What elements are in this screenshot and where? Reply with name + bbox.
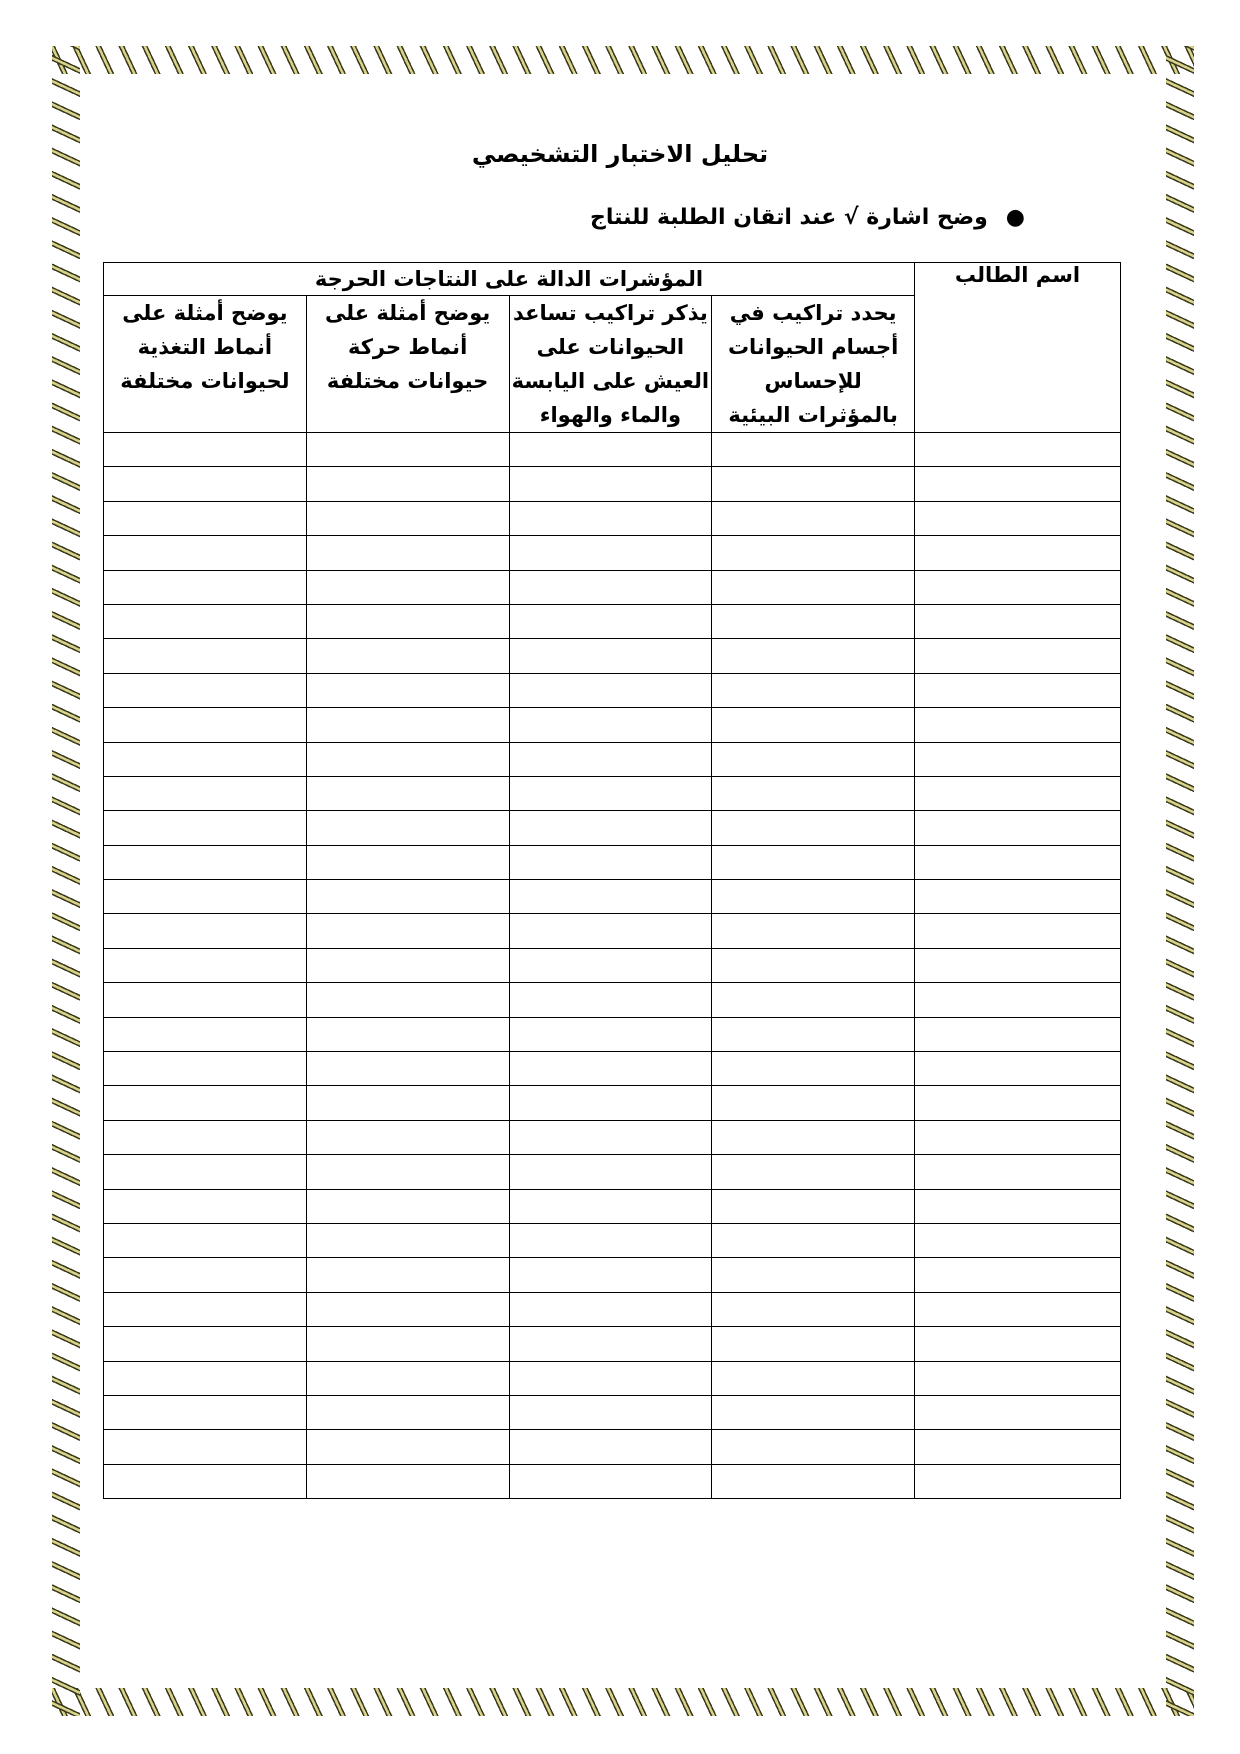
indicator-cell[interactable] [306,1086,509,1120]
indicator-cell[interactable] [306,948,509,982]
indicator-cell[interactable] [306,467,509,501]
indicator-cell[interactable] [104,467,307,501]
indicator-cell[interactable] [712,501,915,535]
indicator-cell[interactable] [306,1155,509,1189]
student-name-cell[interactable] [915,811,1121,845]
table-row [104,501,1121,535]
indicator-cell[interactable] [712,845,915,879]
table-row [104,811,1121,845]
indicator-cell[interactable] [712,776,915,810]
student-name-cell[interactable] [915,845,1121,879]
table-row [104,536,1121,570]
student-name-cell[interactable] [915,1052,1121,1086]
indicator-cell[interactable] [306,1361,509,1395]
student-name-cell[interactable] [915,1464,1121,1498]
indicator-cell[interactable] [306,1430,509,1464]
indicator-cell[interactable] [104,673,307,707]
instruction-text: وضح اشارة √ عند اتقان الطلبة للنتاج [590,205,988,230]
indicator-cell[interactable] [104,1189,307,1223]
indicator-cell[interactable] [104,1155,307,1189]
student-name-cell[interactable] [915,501,1121,535]
table-row [104,467,1121,501]
student-name-cell[interactable] [915,1223,1121,1257]
indicator-cell[interactable] [712,1086,915,1120]
indicator-cell[interactable] [104,1052,307,1086]
table-row [104,673,1121,707]
indicator-cell[interactable] [509,1258,712,1292]
student-name-cell[interactable] [915,1017,1121,1051]
indicator-cell[interactable] [306,1052,509,1086]
indicator-cell[interactable] [712,1017,915,1051]
indicator-cell[interactable] [306,1258,509,1292]
indicator-cell[interactable] [509,570,712,604]
indicator-cell[interactable] [104,1120,307,1154]
student-name-cell[interactable] [915,948,1121,982]
indicator-cell[interactable] [509,1223,712,1257]
indicator-cell[interactable] [712,570,915,604]
student-name-cell[interactable] [915,1292,1121,1326]
indicator-cell[interactable] [712,673,915,707]
indicator-cell[interactable] [306,708,509,742]
table-row [104,1189,1121,1223]
student-name-cell[interactable] [915,1189,1121,1223]
student-name-cell[interactable] [915,1430,1121,1464]
indicator-header-2: يذكر تراكيب تساعد الحيوانات على العيش على اليابسة والماء والهواء [509,296,712,433]
indicator-cell[interactable] [712,1292,915,1326]
student-name-cell[interactable] [915,914,1121,948]
table-row [104,604,1121,638]
table-row [104,1017,1121,1051]
student-name-cell[interactable] [915,1086,1121,1120]
student-name-cell[interactable] [915,1155,1121,1189]
table-row [104,880,1121,914]
student-name-cell[interactable] [915,983,1121,1017]
table-row [104,914,1121,948]
indicator-cell[interactable] [712,1155,915,1189]
indicator-cell[interactable] [104,639,307,673]
indicator-cell[interactable] [712,1430,915,1464]
indicator-cell[interactable] [104,570,307,604]
indicator-cell[interactable] [712,1464,915,1498]
border-left [52,46,80,1716]
student-name-header: اسم الطالب [915,263,1121,433]
student-name-cell[interactable] [915,673,1121,707]
table-row [104,1258,1121,1292]
indicator-cell[interactable] [509,467,712,501]
indicator-cell[interactable] [104,1464,307,1498]
page-title: تحليل الاختبار التشخيصي [471,140,769,168]
indicator-cell[interactable] [509,1361,712,1395]
indicator-cell[interactable] [509,1155,712,1189]
table-row [104,1155,1121,1189]
indicator-cell[interactable] [306,983,509,1017]
table-row [104,1464,1121,1498]
indicator-cell[interactable] [306,742,509,776]
student-name-cell[interactable] [915,570,1121,604]
student-name-cell[interactable] [915,536,1121,570]
indicator-cell[interactable] [104,536,307,570]
indicator-header-3: يوضح أمثلة على أنماط حركة حيوانات مختلفة [306,296,509,433]
indicator-cell[interactable] [712,604,915,638]
table-row [104,1395,1121,1429]
indicator-cell[interactable] [509,1327,712,1361]
indicator-cell[interactable] [509,536,712,570]
student-name-cell[interactable] [915,1327,1121,1361]
student-name-cell[interactable] [915,708,1121,742]
student-name-cell[interactable] [915,776,1121,810]
table-row [104,570,1121,604]
table-row [104,983,1121,1017]
indicator-cell[interactable] [509,948,712,982]
indicator-cell[interactable] [509,742,712,776]
indicator-cell[interactable] [509,1086,712,1120]
border-bottom [52,1688,1194,1716]
indicator-cell[interactable] [104,742,307,776]
indicator-cell[interactable] [509,914,712,948]
student-name-cell[interactable] [915,604,1121,638]
indicator-header-4: يوضح أمثلة على أنماط التغذية لحيوانات مختلفة [104,296,307,433]
student-name-cell[interactable] [915,1395,1121,1429]
indicator-cell[interactable] [306,1189,509,1223]
indicator-cell[interactable] [104,880,307,914]
indicator-cell[interactable] [712,914,915,948]
indicator-cell[interactable] [712,983,915,1017]
indicator-cell[interactable] [712,433,915,467]
indicator-cell[interactable] [104,1223,307,1257]
indicator-cell[interactable] [712,880,915,914]
indicator-cell[interactable] [306,1395,509,1429]
indicator-cell[interactable] [306,1327,509,1361]
instruction-line [590,205,1025,230]
table-row [104,1292,1121,1326]
indicator-cell[interactable] [509,880,712,914]
indicator-cell[interactable] [509,983,712,1017]
table-row [104,1327,1121,1361]
indicator-cell[interactable] [306,639,509,673]
indicator-cell[interactable] [509,1189,712,1223]
table-row [104,1052,1121,1086]
student-name-cell[interactable] [915,639,1121,673]
table-row [104,742,1121,776]
indicator-cell[interactable] [306,673,509,707]
indicator-cell[interactable] [509,1395,712,1429]
indicator-cell[interactable] [712,639,915,673]
indicator-cell[interactable] [509,845,712,879]
indicator-cell[interactable] [712,1361,915,1395]
indicator-cell[interactable] [306,501,509,535]
table-row [104,845,1121,879]
indicator-cell[interactable] [104,1395,307,1429]
indicator-cell[interactable] [712,1327,915,1361]
indicator-cell[interactable] [509,501,712,535]
indicator-cell[interactable] [712,536,915,570]
student-name-cell[interactable] [915,1361,1121,1395]
indicator-cell[interactable] [306,433,509,467]
indicator-cell[interactable] [104,983,307,1017]
indicator-cell[interactable] [104,1292,307,1326]
indicator-cell[interactable] [712,1223,915,1257]
student-name-cell[interactable] [915,1258,1121,1292]
indicator-cell[interactable] [509,639,712,673]
table-row [104,1430,1121,1464]
indicator-cell[interactable] [306,880,509,914]
border-right [1166,46,1194,1716]
indicator-cell[interactable] [104,1430,307,1464]
indicator-cell[interactable] [306,1223,509,1257]
indicator-cell[interactable] [712,948,915,982]
indicators-group-header: المؤشرات الدالة على النتاجات الحرجة [104,263,915,296]
table-row [104,708,1121,742]
indicator-cell[interactable] [306,1017,509,1051]
indicator-cell[interactable] [509,1017,712,1051]
indicator-cell[interactable] [306,914,509,948]
indicator-cell[interactable] [104,1086,307,1120]
indicator-cell[interactable] [104,776,307,810]
student-name-cell[interactable] [915,433,1121,467]
indicator-cell[interactable] [509,811,712,845]
indicator-cell[interactable] [712,1395,915,1429]
indicator-cell[interactable] [509,1120,712,1154]
table-row [104,1120,1121,1154]
bullet-icon: ● [1005,205,1025,230]
indicator-cell[interactable] [712,1258,915,1292]
indicator-cell[interactable] [104,433,307,467]
indicator-cell[interactable] [104,1327,307,1361]
student-name-cell[interactable] [915,742,1121,776]
indicator-cell[interactable] [306,1120,509,1154]
indicator-cell[interactable] [509,708,712,742]
indicator-cell[interactable] [509,1464,712,1498]
indicator-cell[interactable] [104,948,307,982]
indicator-cell[interactable] [104,604,307,638]
indicator-cell[interactable] [306,811,509,845]
indicator-cell[interactable] [712,742,915,776]
student-name-cell[interactable] [915,1120,1121,1154]
indicator-cell[interactable] [104,708,307,742]
analysis-table [103,262,1121,1499]
indicator-cell[interactable] [104,845,307,879]
indicator-cell[interactable] [306,1464,509,1498]
indicator-cell[interactable] [104,501,307,535]
indicator-cell[interactable] [104,1258,307,1292]
table-row [104,1086,1121,1120]
indicator-cell[interactable] [712,1189,915,1223]
indicator-cell[interactable] [712,811,915,845]
table-row [104,1361,1121,1395]
student-name-cell[interactable] [915,467,1121,501]
indicator-cell[interactable] [509,1292,712,1326]
indicator-cell[interactable] [104,914,307,948]
indicator-cell[interactable] [104,811,307,845]
indicator-cell[interactable] [104,1017,307,1051]
indicator-cell[interactable] [712,1052,915,1086]
indicator-cell[interactable] [509,1052,712,1086]
indicator-cell[interactable] [509,673,712,707]
table-row [104,639,1121,673]
table-body [104,433,1121,1499]
indicator-cell[interactable] [306,845,509,879]
indicator-cell[interactable] [509,433,712,467]
indicator-cell[interactable] [509,776,712,810]
indicator-cell[interactable] [712,467,915,501]
indicator-cell[interactable] [509,1430,712,1464]
indicator-cell[interactable] [306,1292,509,1326]
indicator-cell[interactable] [306,536,509,570]
indicator-cell[interactable] [306,570,509,604]
indicator-cell[interactable] [712,708,915,742]
indicator-cell[interactable] [509,604,712,638]
table-row [104,948,1121,982]
table-row [104,1223,1121,1257]
indicator-cell[interactable] [306,776,509,810]
student-name-cell[interactable] [915,880,1121,914]
indicator-cell[interactable] [104,1361,307,1395]
indicator-cell[interactable] [306,604,509,638]
table-row [104,776,1121,810]
border-top [52,46,1194,74]
indicator-cell[interactable] [712,1120,915,1154]
table-row [104,433,1121,467]
indicator-header-1: يحدد تراكيب في أجسام الحيوانات للإحساس بالمؤثرات البيئية [712,296,915,433]
